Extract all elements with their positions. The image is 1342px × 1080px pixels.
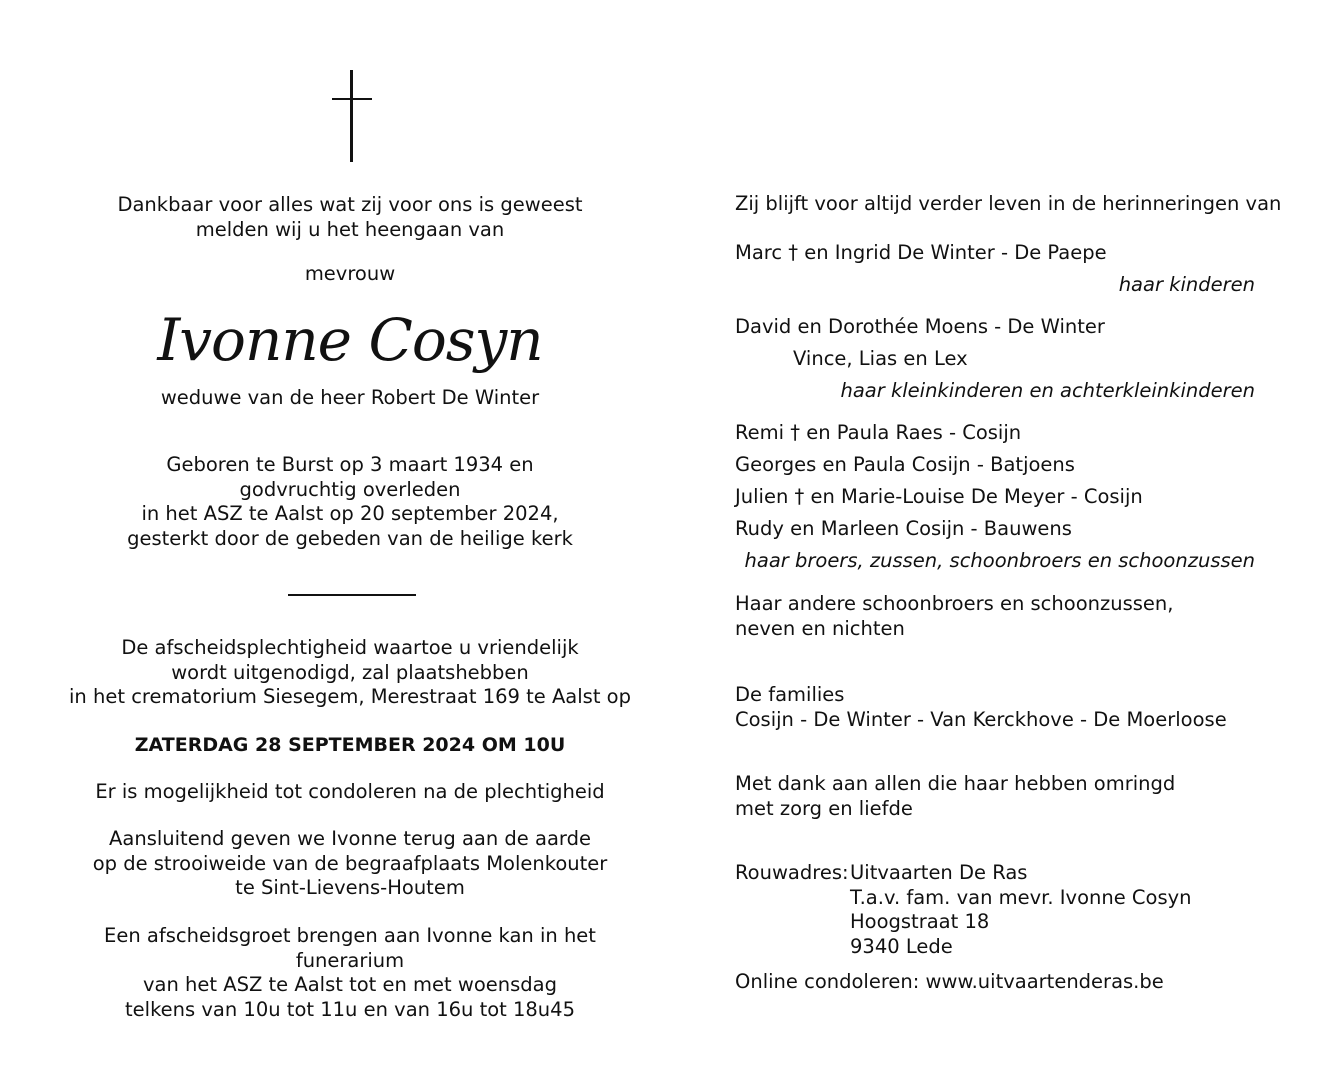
siblings-label: haar broers, zussen, schoonbroers en schoonzussen [744,549,1255,572]
children-names: Marc † en Ingrid De Winter - De Paepe [735,241,1107,264]
sibling-line: Rudy en Marleen Cosijn - Bauwens [735,517,1072,540]
online-condolence: Online condoleren: www.uitvaartenderas.be [735,970,1164,993]
left-column [50,0,650,1080]
divider-line [288,594,416,596]
ceremony-date: ZATERDAG 28 SEPTEMBER 2024 OM 10U [134,734,566,756]
children-label: haar kinderen [1118,273,1255,296]
sibling-line: Julien † en Marie-Louise De Meyer - Cosijn [735,485,1143,508]
visit-text: Een afscheidsgroet brengen aan Ivonne kan in het funerarium van het ASZ te Aalst tot en met woensdag telkens van 10u tot 11u en van 16u tot 18u45 [104,924,596,1021]
right-column [735,0,1282,1080]
honorific: mevrouw [304,262,396,285]
address-label: Rouwadres: [735,861,849,884]
families: De families Cosijn - De Winter - Van Kerckhove - De Moerloose [735,683,1227,731]
burial-text: Aansluitend geven we Ivonne terug aan de aarde op de strooiweide van de begraafplaats Molenkouter te Sint-Lievens-Houtem [92,827,608,899]
widow-of: weduwe van de heer Robert De Winter [160,386,540,409]
mourning-address: Uitvaarten De Ras T.a.v. fam. van mevr. Ivonne Cosyn Hoogstraat 18 9340 Lede [850,861,1192,958]
ceremony-text: De afscheidsplechtigheid waartoe u vriendelijk wordt uitgenodigd, zal plaatshebben in het crematorium Siesegem, Merestraat 169 te Aalst op [69,636,631,708]
sibling-line: Georges en Paula Cosijn - Batjoens [735,453,1075,476]
grandchildren-names: David en Dorothée Moens - De Winter [735,315,1105,338]
cross-icon [332,70,372,162]
sibling-line: Remi † en Paula Raes - Cosijn [735,421,1022,444]
thanks-text: Met dank aan allen die haar hebben omringd met zorg en liefde [735,772,1176,820]
other-relatives: Haar andere schoonbroers en schoonzussen, neven en nichten [735,592,1174,640]
remembrance-intro: Zij blijft voor altijd verder leven in de herinneringen van [735,192,1282,215]
condolence-text: Er is mogelijkheid tot condoleren na de plechtigheid [95,780,605,803]
deceased-name: Ivonne Cosyn [157,306,543,374]
birth-death-text: Geboren te Burst op 3 maart 1934 en godvruchtig overleden in het ASZ te Aalst op 20 september 2024, gesterkt door de gebeden van de heilige kerk [127,453,573,550]
grandchildren-label: haar kleinkinderen en achterkleinkinderen [840,379,1255,402]
intro-text: Dankbaar voor alles wat zij voor ons is geweest melden wij u het heengaan van [117,193,583,241]
great-grandchildren-names: Vince, Lias en Lex [793,347,968,370]
